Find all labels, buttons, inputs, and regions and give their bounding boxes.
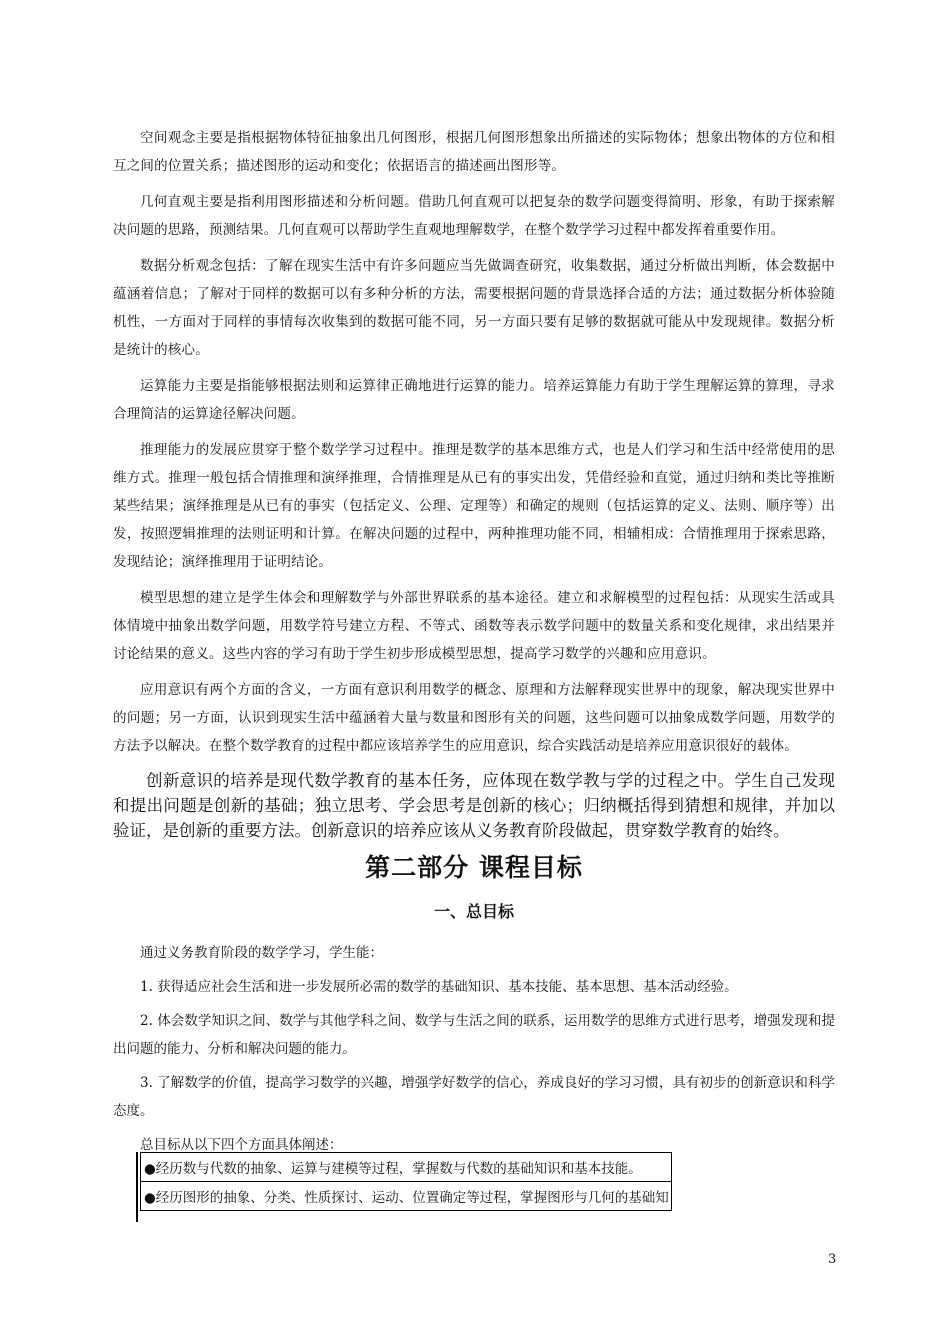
paragraph-data-analysis: 数据分析观念包括：了解在现实生活中有许多问题应当先做调查研究，收集数据，通过分析做出判断，体会数据中蕴涵着信息；了解对于同样的数据可以有多种分析的方法，需要根据问题的背景选择合适的方法；通过数据分析体验随机性，一方面对于同样的事情每次收集到的数据可能不同，另一方面只要有足够的数据就可能从中发现规律。数据分析是统计的核心。 (113, 258, 835, 358)
paragraph-geometric-intuition: 几何直观主要是指利用图形描述和分析问题。借助几何直观可以把复杂的数学问题变得简明、形象，有助于探索解决问题的思路，预测结果。几何直观可以帮助学生直观地理解数学，在整个数学学习过程中都发挥着重要作用。 (113, 194, 835, 238)
goal-item-1: 1. 获得适应社会生活和进一步发展所必需的数学的基础知识、基本技能、基本思想、基本活动经验。 (140, 979, 738, 995)
goals-table (140, 1152, 672, 1211)
table-cell-row-1: ●经历数与代数的抽象、运算与建模等过程，掌握数与代数的基础知识和基本技能。 (141, 1153, 672, 1182)
table-cell-row-2: ●经历图形的抽象、分类、性质探讨、运动、位置确定等过程，掌握图形与几何的基础知 (141, 1182, 672, 1211)
table-left-border (136, 1152, 138, 1222)
goals-intro: 通过义务教育阶段的数学学习，学生能： (140, 945, 383, 961)
paragraph-computation: 运算能力主要是指能够根据法则和运算律正确地进行运算的能力。培养运算能力有助于学生理解运算的算理，寻求合理简洁的运算途径解决问题。 (113, 378, 835, 422)
page-content (113, 124, 835, 1165)
paragraph-application: 应用意识有两个方面的含义，一方面有意识利用数学的概念、原理和方法解释现实世界中的现象，解决现实世界中的问题；另一方面，认识到现实生活中蕴涵着大量与数量和图形有关的问题，这些问题可以抽象成数学问题，用数学的方法予以解决。在整个数学教育的过程中都应该培养学生的应用意识，综合实践活动是培养应用意识很好的载体。 (113, 682, 835, 754)
paragraph-model-thinking: 模型思想的建立是学生体会和理解数学与外部世界联系的基本途径。建立和求解模型的过程包括：从现实生活或具体情境中抽象出数学问题，用数学符号建立方程、不等式、函数等表示数学问题中的数量关系和变化规律，求出结果并讨论结果的意义。这些内容的学习有助于学生初步形成模型思想，提高学习数学的兴趣和应用意识。 (113, 590, 835, 662)
paragraph-reasoning: 推理能力的发展应贯穿于整个数学学习过程中。推理是数学的基本思维方式，也是人们学习和生活中经常使用的思维方式。推理一般包括合情推理和演绎推理，合情推理是从已有的事实出发，凭借经验和直觉，通过归纳和类比等推断某些结果；演绎推理是从已有的事实（包括定义、公理、定理等）和确定的规则（包括运算的定义、法则、顺序等）出发，按照逻辑推理的法则证明和计算。在解决问题的过程中，两种推理功能不同，相辅相成：合情推理用于探索思路，发现结论；演绎推理用于证明结论。 (113, 442, 835, 570)
section-title: 一、总目标 (433, 902, 514, 921)
paragraph-spatial-concept: 空间观念主要是指根据物体特征抽象出几何图形，根据几何图形想象出所描述的实际物体；想象出物体的方位和相互之间的位置关系；描述图形的运动和变化；依据语言的描述画出图形等。 (113, 130, 835, 174)
goal-item-2: 2. 体会数学知识之间、数学与其他学科之间、数学与生活之间的联系，运用数学的思维方式进行思考，增强发现和提出问题的能力、分析和解决问题的能力。 (113, 1013, 835, 1057)
table-row (141, 1153, 672, 1182)
aspects-intro: 总目标从以下四个方面具体阐述： (140, 1137, 343, 1153)
part-title: 第二部分 课程目标 (365, 853, 583, 882)
paragraph-innovation: 创新意识的培养是现代数学教育的基本任务，应体现在数学教与学的过程之中。学生自己发现和提出问题是创新的基础；独立思考、学会思考是创新的核心；归纳概括得到猜想和规律，并加以验证，是创新的重要方法。创新意识的培养应该从义务教育阶段做起，贯穿数学教育的始终。 (113, 771, 835, 840)
goal-item-3: 3. 了解数学的价值，提高学习数学的兴趣，增强学好数学的信心，养成良好的学习习惯，具有初步的创新意识和科学态度。 (113, 1075, 835, 1119)
page-number: 3 (828, 1252, 837, 1267)
table-row (141, 1182, 672, 1211)
